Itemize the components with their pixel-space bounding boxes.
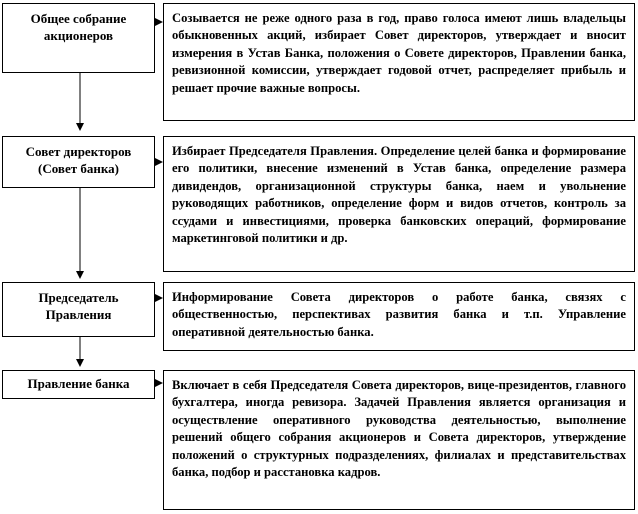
node-description: Включает в себя Председателя Совета директоров, вице-президентов, главного бухгалтера, иногда ревизора. Задачей Правления является организация и осуществление оперативного руководства деятельностью, выполнение решений общего собрания акционеров и Совета директоров, утверждение положений о структурных подразделениях, филиалах и представительствах банка, подбор и расстановка кадров. [172, 378, 626, 480]
node-shareholders-meeting [2, 3, 155, 73]
node-description: Информирование Совета директоров о работе банка, связях с общественностью, перспективах развития банка и т.п. Управление оперативной деятельностью банка. [172, 290, 626, 339]
node-description: Созывается не реже одного раза в год, право голоса имеют лишь владельцы обыкновенных акций, избирает Совет директоров, утверждает и вносит измерения в Устав Банка, положения о Совете директоров, Правлении банка, ревизионной комиссии, утверждает годовой отчет, распределяет прибыль и решает прочие важные вопросы. [172, 11, 626, 95]
node-management-board [2, 370, 155, 399]
node-title: Председатель Правления [38, 290, 119, 322]
desc-management-board [163, 370, 635, 510]
desc-board-of-directors [163, 136, 635, 272]
node-title: Совет директоров (Совет банка) [25, 144, 132, 176]
node-board-of-directors [2, 136, 155, 188]
node-title: Правление банка [27, 376, 130, 391]
desc-chairman [163, 282, 635, 351]
node-title: Общее собрание акционеров [30, 11, 127, 43]
node-chairman [2, 282, 155, 337]
node-description: Избирает Председателя Правления. Определение целей банка и формирование его политики, внесение изменений в Устав банка, определение размера дивидендов, организационной структуры банка, наем и увольнение руководящих работников, определение форм и видов отчетов, контроль за ссудами и инвестициями, проверка банковских операций, формирование маркетинговой политики и др. [172, 144, 626, 246]
desc-shareholders-meeting [163, 3, 635, 121]
